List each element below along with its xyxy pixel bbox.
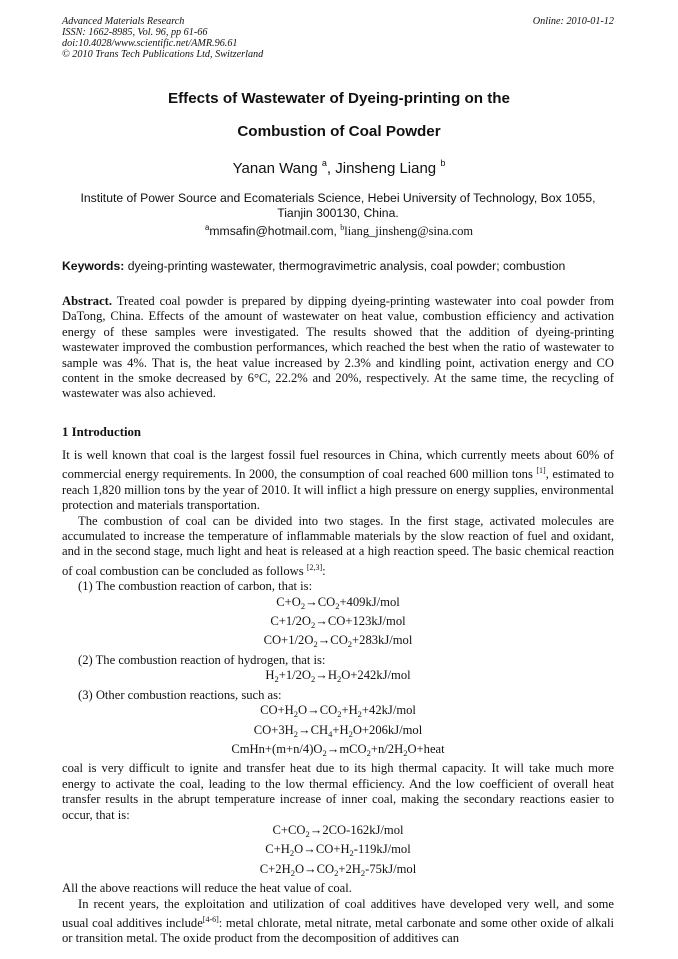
- eq-part: +n/2H: [370, 741, 404, 756]
- keywords: [62, 259, 622, 273]
- eq-sub: 4: [328, 728, 333, 739]
- eq-sub: 2: [360, 867, 366, 878]
- equation: [62, 842, 614, 861]
- eq-part: →2CO-162kJ/mol: [309, 822, 404, 837]
- paragraph: [62, 448, 614, 514]
- paragraph-text: : metal chlorate, metal nitrate, metal carbonate and some other oxide of alkali or transition metal. The oxide product from the decomposition of additives can: [62, 915, 614, 946]
- list-item: (3) Other combustion reactions, such as:: [78, 687, 282, 702]
- eq-sub: 2: [313, 639, 318, 650]
- eq-part: +283kJ/mol: [352, 633, 413, 648]
- eq-sub: 2: [334, 867, 339, 878]
- eq-part: →CO: [305, 594, 336, 609]
- citation: [1]: [536, 466, 546, 476]
- author-2: , Jinsheng Liang: [326, 160, 441, 177]
- paragraph-text: :: [322, 563, 326, 578]
- paragraph-text: The combustion of coal can be divided into two stages. In the first stage, activated molecules are accumulated to increase the temperature of inflammable materials by the slow reaction of fuel and oxidant, and in the second stage, much light and heat is released at a high reaction speed. The basic chemical reaction of coal combustion can be concluded as follows: [62, 513, 614, 578]
- eq-part: CmHn+(m+n/4)O: [231, 741, 323, 756]
- eq-part: O+242kJ/mol: [341, 668, 411, 683]
- email-a-mark: a: [204, 223, 210, 232]
- section-heading: 1 Introduction: [62, 425, 142, 439]
- eq-part: O→CO+H: [294, 842, 350, 857]
- eq-part: →H: [315, 668, 337, 683]
- copyright: © 2010 Trans Tech Publications Ltd, Switzerland: [62, 49, 264, 60]
- equation: [62, 742, 614, 761]
- email-b[interactable]: liang_jinsheng@sina.com: [344, 224, 474, 238]
- doi: doi:10.4028/www.scientific.net/AMR.96.61: [62, 38, 238, 49]
- emails: [0, 223, 678, 239]
- eq-part: CO+3H: [253, 722, 294, 737]
- eq-part: →CH: [298, 722, 329, 737]
- equation: [62, 703, 614, 722]
- equation: [62, 614, 614, 633]
- introduction-body: [62, 448, 614, 947]
- eq-part: +H: [341, 703, 358, 718]
- paragraph: [62, 514, 614, 580]
- eq-sub: 2: [366, 747, 371, 758]
- eq-part: +2H: [338, 861, 361, 876]
- abstract: [62, 294, 614, 402]
- eq-part: C+CO: [272, 822, 306, 837]
- eq-sub: 2: [349, 848, 354, 859]
- citation: [4-6]: [202, 914, 219, 924]
- eq-sub: 2: [311, 620, 316, 631]
- keywords-text: dyeing-printing wastewater, thermogravimetric analysis, coal powder; combustion: [124, 259, 566, 273]
- equation: [62, 633, 614, 652]
- eq-part: CO+H: [260, 703, 294, 718]
- eq-sub: 2: [293, 728, 299, 739]
- list-item: (1) The combustion reaction of carbon, that is:: [78, 579, 313, 594]
- journal-header: [62, 16, 263, 60]
- paper-title-line1: Effects of Wastewater of Dyeing-printing on the: [167, 90, 510, 107]
- equation: [62, 862, 614, 881]
- eq-part: H: [265, 668, 275, 683]
- eq-part: →mCO: [326, 741, 367, 756]
- eq-sub: 2: [300, 600, 306, 611]
- email-b-mark: b: [340, 223, 345, 232]
- abstract-text: Treated coal powder is prepared by dipping dyeing-printing wastewater into coal powder from DaTong, China. Effects of the amount of wastewater on heat value, combustion efficiency and activation energy of these samples were investigated. The results showed that the addition of dyeing-printing wastewater improved the combustion performances, which reached the best when the ratio of wastewater to sample was 4%. That is, the heat value increased by 2.3% and kindling point, activation energy and CO content in the smoke decreased by 6°C, 22.2% and 20%, respectively. At the same time, the recycling of wastewater was also achieved.: [62, 294, 614, 401]
- list-item: (2) The combustion reaction of hydrogen, that is:: [78, 652, 326, 667]
- eq-sub: 2: [403, 747, 408, 758]
- eq-part: C+O: [276, 594, 301, 609]
- online-date: Online: 2010-01-12: [532, 16, 614, 27]
- eq-part: -119kJ/mol: [353, 842, 411, 857]
- paragraph: coal is very difficult to ignite and transfer heat due to its high thermal capacity. It will take much more energy to activate the coal, leading to the low thermal efficiency. And the low coefficient of overall heat transfer results in the abrupt temperature increase of inner coal, making the secondary reactions easier to occur, that is:: [62, 761, 614, 822]
- citation: [2,3]: [306, 562, 323, 572]
- abstract-label: Abstract.: [62, 294, 113, 308]
- eq-part: O+heat: [407, 741, 445, 756]
- paragraph-text: It is well known that coal is the largest fossil fuel resources in China, which currently meets about 60% of commercial energy requirements. In 2000, the consumption of coal reached 600 million tons: [62, 448, 614, 482]
- paragraph-text: In recent years, the exploitation and utilization of coal additives have developed very well, and some usual coal additives include: [62, 896, 614, 930]
- journal-name: Advanced Materials Research: [62, 16, 185, 27]
- eq-part: +42kJ/mol: [361, 703, 416, 718]
- eq-sub: 2: [289, 848, 295, 859]
- paragraph: [62, 897, 614, 947]
- eq-part: O+206kJ/mol: [352, 722, 423, 737]
- eq-sub: 2: [348, 728, 353, 739]
- eq-part: →CO+123kJ/mol: [315, 614, 406, 629]
- eq-sub: 2: [336, 674, 342, 685]
- eq-sub: 2: [311, 674, 316, 685]
- equation: [62, 823, 614, 842]
- eq-sub: 2: [293, 709, 299, 720]
- issn: ISSN: 1662-8985, Vol. 96, pp 61-66: [62, 27, 208, 38]
- eq-part: →CO: [317, 633, 348, 648]
- eq-sub: 2: [322, 747, 327, 758]
- author-1-mark: a: [321, 158, 327, 168]
- eq-part: C+1/2O: [270, 614, 312, 629]
- equation: [62, 595, 614, 614]
- eq-part: O→CO: [298, 703, 338, 718]
- equation: [62, 668, 614, 687]
- eq-part: +H: [332, 722, 349, 737]
- email-a[interactable]: mmsafin@hotmail.com,: [209, 224, 341, 238]
- eq-part: +409kJ/mol: [339, 594, 400, 609]
- affiliation: Institute of Power Source and Ecomaterials Science, Hebei University of Technology, Box 1055, Tianjin 300130, China.: [80, 191, 596, 220]
- eq-part: -75kJ/mol: [365, 861, 417, 876]
- eq-part: +1/2O: [278, 668, 312, 683]
- eq-part: C+H: [265, 842, 290, 857]
- eq-sub: 2: [290, 867, 295, 878]
- eq-sub: 2: [274, 674, 279, 685]
- author-2-mark: b: [440, 158, 446, 168]
- eq-part: C+2H: [259, 861, 291, 876]
- eq-sub: 2: [305, 828, 310, 839]
- eq-sub: 2: [357, 709, 362, 720]
- eq-part: CO+1/2O: [263, 633, 314, 648]
- eq-part: O→CO: [294, 861, 335, 876]
- eq-sub: 2: [347, 639, 353, 650]
- paragraph-text: , estimated to reach 1,820 million tons by the year of 2010. It will inflict a high pressure on energy supplies, environmental protection and materials transportation.: [62, 467, 614, 513]
- authors: [0, 158, 678, 177]
- author-1: Yanan Wang: [232, 160, 322, 177]
- paper-title-line2: Combustion of Coal Powder: [237, 123, 441, 140]
- paragraph: All the above reactions will reduce the heat value of coal.: [62, 881, 352, 896]
- keywords-label: Keywords:: [62, 259, 125, 273]
- eq-sub: 2: [337, 709, 342, 720]
- eq-sub: 2: [335, 600, 340, 611]
- equation: [62, 723, 614, 742]
